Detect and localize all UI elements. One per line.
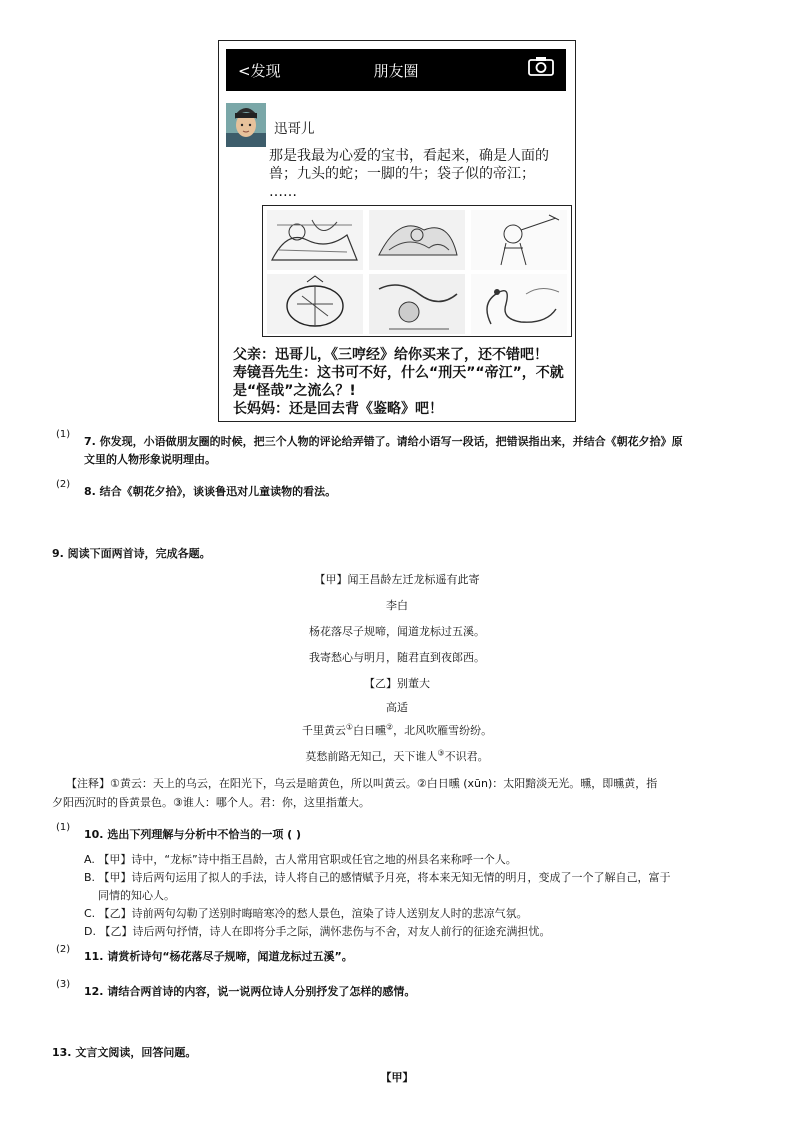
footnote-mark: ① — [345, 722, 353, 732]
comment-father: 父亲：迅哥儿，《三哼经》给你买来了，还不错吧！ — [233, 347, 548, 363]
question-9-heading: 9. 阅读下面两首诗，完成各题。 — [52, 547, 211, 560]
poem2-line2-part: 莫愁前路无知己，天下谁人 — [305, 750, 438, 763]
question-10: 10. 选出下列理解与分析中不恰当的一项 ( ) — [84, 828, 302, 841]
username: 迅哥儿 — [274, 121, 315, 137]
camera-icon[interactable] — [528, 56, 554, 76]
avatar — [226, 103, 266, 147]
question-number: (3) — [56, 979, 71, 990]
moments-title: 朋友圈 — [373, 62, 419, 80]
comment-teacher-cont: 是“怪哉”之流么？! — [233, 383, 356, 399]
poem1-line: 我寄愁心与明月，随君直到夜郎西。 — [309, 651, 485, 664]
poem1-author: 李白 — [386, 599, 408, 612]
question-number: (1) — [56, 429, 71, 440]
poem2-line1-part: 千里黄云 — [301, 724, 346, 737]
comment-nanny: 长妈妈：还是回去背《鉴略》吧！ — [233, 401, 443, 417]
back-button[interactable]: <发现 — [238, 62, 281, 80]
creature-image[interactable] — [369, 210, 465, 270]
annotation-line1: 【注释】①黄云：天上的乌云，在阳光下，乌云是暗黄色，所以叫黄云。②白日曛 (xūn)：太阳黯淡无光。曛，即曛黄，指 — [66, 777, 658, 790]
comment-teacher: 寿镜吾先生：这书可不好，什么“刑天”“帝江”，不就 — [233, 365, 564, 381]
question-13-heading: 13. 文言文阅读，回答问题。 — [52, 1046, 197, 1059]
poem2-line — [0, 722, 794, 738]
poem2-line1-part: ，北风吹雁雪纷纷。 — [393, 724, 493, 737]
footnote-mark: ③ — [437, 748, 445, 758]
text-a-label: 【甲】 — [380, 1071, 414, 1084]
post-line: 兽；九头的蛇；一脚的牛；袋子似的帝江； — [269, 166, 535, 182]
creature-image[interactable] — [471, 210, 567, 270]
question-number: (2) — [56, 479, 71, 490]
post-line: 那是我最为心爱的宝书，看起来，确是人面的 — [269, 148, 549, 164]
option-b[interactable]: B. 【甲】诗后两句运用了拟人的手法，诗人将自己的感情赋予月亮，将本来无知无情的明月，变成了一个了解自己，富于 — [84, 871, 671, 884]
post-line: …… — [269, 184, 297, 200]
comment-list — [233, 346, 573, 418]
option-d[interactable]: D. 【乙】诗后两句抒情，诗人在即将分手之际，满怀悲伤与不舍，对友人前行的征途充满担忧。 — [84, 925, 551, 938]
question-7-line2: 文里的人物形象说明理由。 — [84, 453, 216, 466]
creature-image[interactable] — [369, 274, 465, 334]
question-7-line1: 7. 你发现，小语做朋友圈的时候，把三个人物的评论给弄错了。请给小语写一段话，把错误指出来，并结合《朝花夕拾》原 — [84, 435, 683, 448]
question-12: 12. 请结合两首诗的内容，说一说两位诗人分别抒发了怎样的感情。 — [84, 985, 416, 998]
creature-image[interactable] — [267, 210, 363, 270]
moments-top-bar — [226, 49, 566, 91]
poem2-line — [0, 748, 794, 764]
poem2-line1-part: 白日曛 — [353, 724, 386, 737]
footnote-mark: ② — [386, 722, 394, 732]
poem1-title: 【甲】闻王昌龄左迁龙标遥有此寄 — [314, 573, 480, 586]
question-8: 8. 结合《朝花夕拾》，谈谈鲁迅对儿童读物的看法。 — [84, 485, 337, 498]
image-grid — [262, 205, 572, 337]
poem2-title: 【乙】别董大 — [364, 677, 430, 690]
annotation-line2: 夕阳西沉时的昏黄景色。③谁人：哪个人。君：你，这里指董大。 — [52, 796, 370, 809]
option-b-cont: 同情的知心人。 — [98, 889, 175, 902]
question-number: (1) — [56, 822, 71, 833]
poem1-line: 杨花落尽子规啼，闻道龙标过五溪。 — [309, 625, 485, 638]
poem2-author: 高适 — [386, 701, 408, 714]
question-11: 11. 请赏析诗句“杨花落尽子规啼，闻道龙标过五溪”。 — [84, 950, 353, 963]
poem2-line2-part: 不识君。 — [444, 750, 489, 763]
creature-image[interactable] — [471, 274, 567, 334]
moments-screenshot — [218, 40, 576, 422]
question-number: (2) — [56, 944, 71, 955]
option-c[interactable]: C. 【乙】诗前两句勾勒了送别时晦暗寒冷的愁人景色，渲染了诗人送别友人时的悲凉气氛。 — [84, 907, 528, 920]
option-a[interactable]: A. 【甲】诗中，“龙标”诗中指王昌龄，古人常用官职或任官之地的州县名来称呼一个人。 — [84, 853, 517, 866]
post-text — [269, 147, 569, 201]
creature-image[interactable] — [267, 274, 363, 334]
